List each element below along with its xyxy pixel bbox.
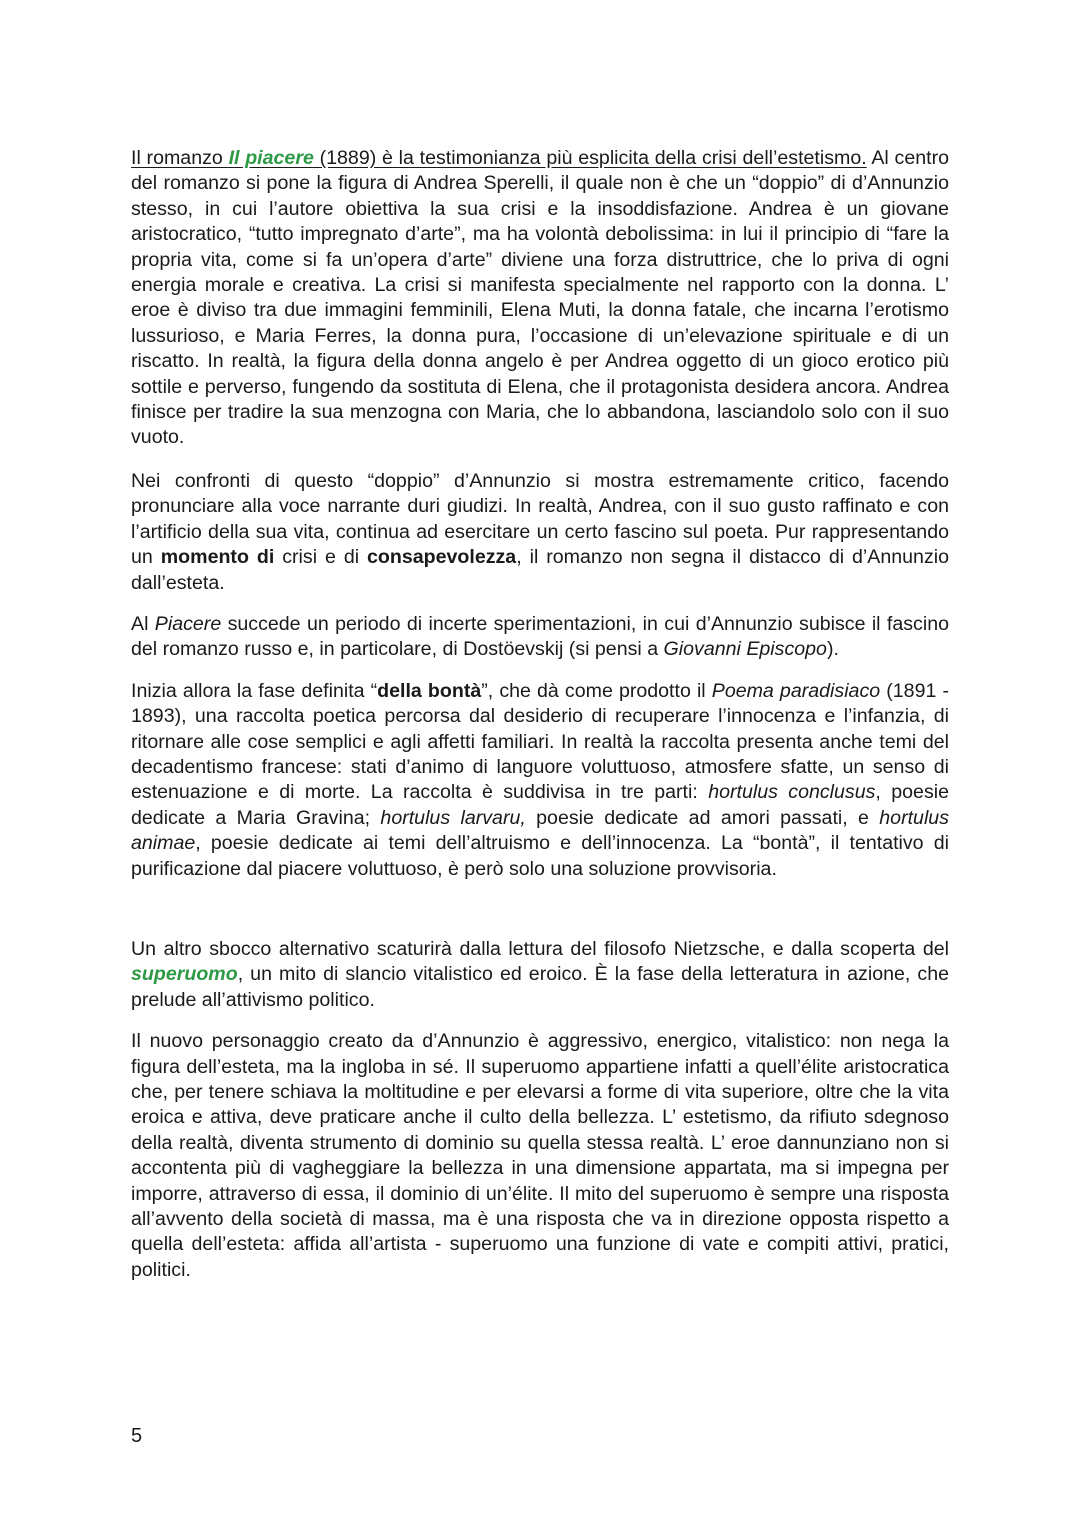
paragraph-il-piacere: Il romanzo Il piacere (1889) è la testimonianza più esplicita della crisi dell’estetismo. Al centro del romanzo si pone la figura di Andrea Sperelli, il quale non è che un “doppio” di d’Annunzio stesso, in cui l’autore obiettiva la sua crisi e la insoddisfazione. Andrea è un giovane aristocratico, “tutto impregnato d’arte”, ma ha volontà debolissima: in lui il principio di “fare la propria vita, come si fa un’opera d’arte” diviene una forza distruttrice, che lo priva di ogni energia morale e creativa. La crisi si manifesta specialmente nel rapporto con la donna. L’ eroe è diviso tra due immagini femminili, Elena Muti, la donna fatale, che incarna l’erotismo lussurioso, e Maria Ferres, la donna pura, l’occasione di un’elevazione spirituale e di un riscatto. In realtà, la figura della donna angelo è per Andrea oggetto di un gioco erotico più sottile e perverso, fungendo da sostituta di Elena, che il protagonista desidera ancora. Andrea finisce per tradire la sua menzogna con Maria, che lo abbandona, lasciandolo solo con il suo vuoto.: [131, 147, 949, 449]
document-page: [131, 146, 949, 1283]
title-il-piacere: Il piacere: [228, 147, 314, 169]
bold-momento-di: momento di: [160, 546, 275, 569]
paragraph-sperimentazioni: Al Piacere succede un periodo di incerte sperimentazioni, in cui d’Annunzio subisce il fascino del romanzo russo e, in particolare, di Dostöevskij (si pensi a Giovanni Episcopo).: [131, 612, 949, 661]
italic-piacere: Piacere: [154, 612, 222, 635]
underlined-intro: Il romanzo Il piacere (1889) è la testimonianza più esplicita della crisi dell’estetismo.: [131, 147, 867, 169]
italic-hortulus-conclusus: hortulus conclusus: [708, 781, 876, 804]
paragraph-nuovo-personaggio: Il nuovo personaggio creato da d’Annunzio è aggressivo, energico, vitalistico: non nega la figura dell’esteta, ma la ingloba in sé. Il superuomo appartiene infatti a quell’élite aristocratica che, per tenere schiava la moltitudine e per elevarsi a forme di vita superiore, oltre che la vita eroica e attiva, deve praticare anche il culto della bellezza. L’ estetismo, da rifiuto sdegnoso della realtà, diventa strumento di dominio su quella stessa realtà. L’ eroe dannunziano non si accontenta più di vagheggiare la bellezza in una dimensione appartata, ma si impegna per imporre, attraverso di essa, il dominio di un’élite. Il mito del superuomo è sempre una risposta all’avvento della società di massa, ma è una risposta che va in direzione opposta rispetto a quella dell’esteta: affida all’artista - superuomo una funzione di vate e compiti attivi, pratici, politici.: [131, 1030, 949, 1281]
highlight-superuomo: superuomo: [131, 963, 238, 986]
italic-poema-paradisiaco: Poema paradisiaco: [711, 679, 881, 702]
paragraph-superuomo-intro: Un altro sbocco alternativo scaturirà dalla lettura del filosofo Nietzsche, e dalla scoperta del superuomo, un mito di slancio vitalistico ed eroico. È la fase della letteratura in azione, che prelude all’attivismo politico.: [131, 937, 949, 1011]
bold-della-bonta: della bontà: [377, 679, 482, 702]
italic-hortulus-larvaru: hortulus larvaru,: [380, 806, 526, 829]
italic-hortulus-animae: hortulus animae: [131, 806, 949, 855]
paragraph-doppio: Nei confronti di questo “doppio” d’Annunzio si mostra estremamente critico, facendo pronunciare alla voce narrante duri giudizi. In realtà, Andrea, con il suo gusto raffinato e con l’artificio della sua vita, continua ad esercitare un certo fascino sul poeta. Pur rappresentando un momento di crisi e di consapevolezza, il romanzo non segna il distacco di d’Annunzio dall’esteta.: [131, 469, 949, 594]
italic-giovanni-episcopo: Giovanni Episcopo: [663, 638, 827, 661]
bold-consapevolezza: consapevolezza: [367, 546, 517, 569]
page-number: 5: [131, 1425, 143, 1447]
paragraph-bonta: Inizia allora la fase definita “della bontà”, che dà come prodotto il Poema paradisiaco (1891 - 1893), una raccolta poetica percorsa dal desiderio di recuperare l’innocenza e l’infanzia, di ritornare alle cose semplici e agli affetti familiari. In realtà la raccolta presenta anche temi del decadentismo francese: stati d’animo di languore voluttuoso, atmosfere sfatte, un senso di estenuazione e di morte. La raccolta è suddivisa in tre parti: hortulus conclusus, poesie dedicate a Maria Gravina; hortulus larvaru, poesie dedicate ad amori passati, e hortulus animae, poesie dedicate ai temi dell’altruismo e dell’innocenza. La “bontà”, il tentativo di purificazione dal piacere voluttuoso, è però solo una soluzione provvisoria.: [131, 679, 949, 880]
